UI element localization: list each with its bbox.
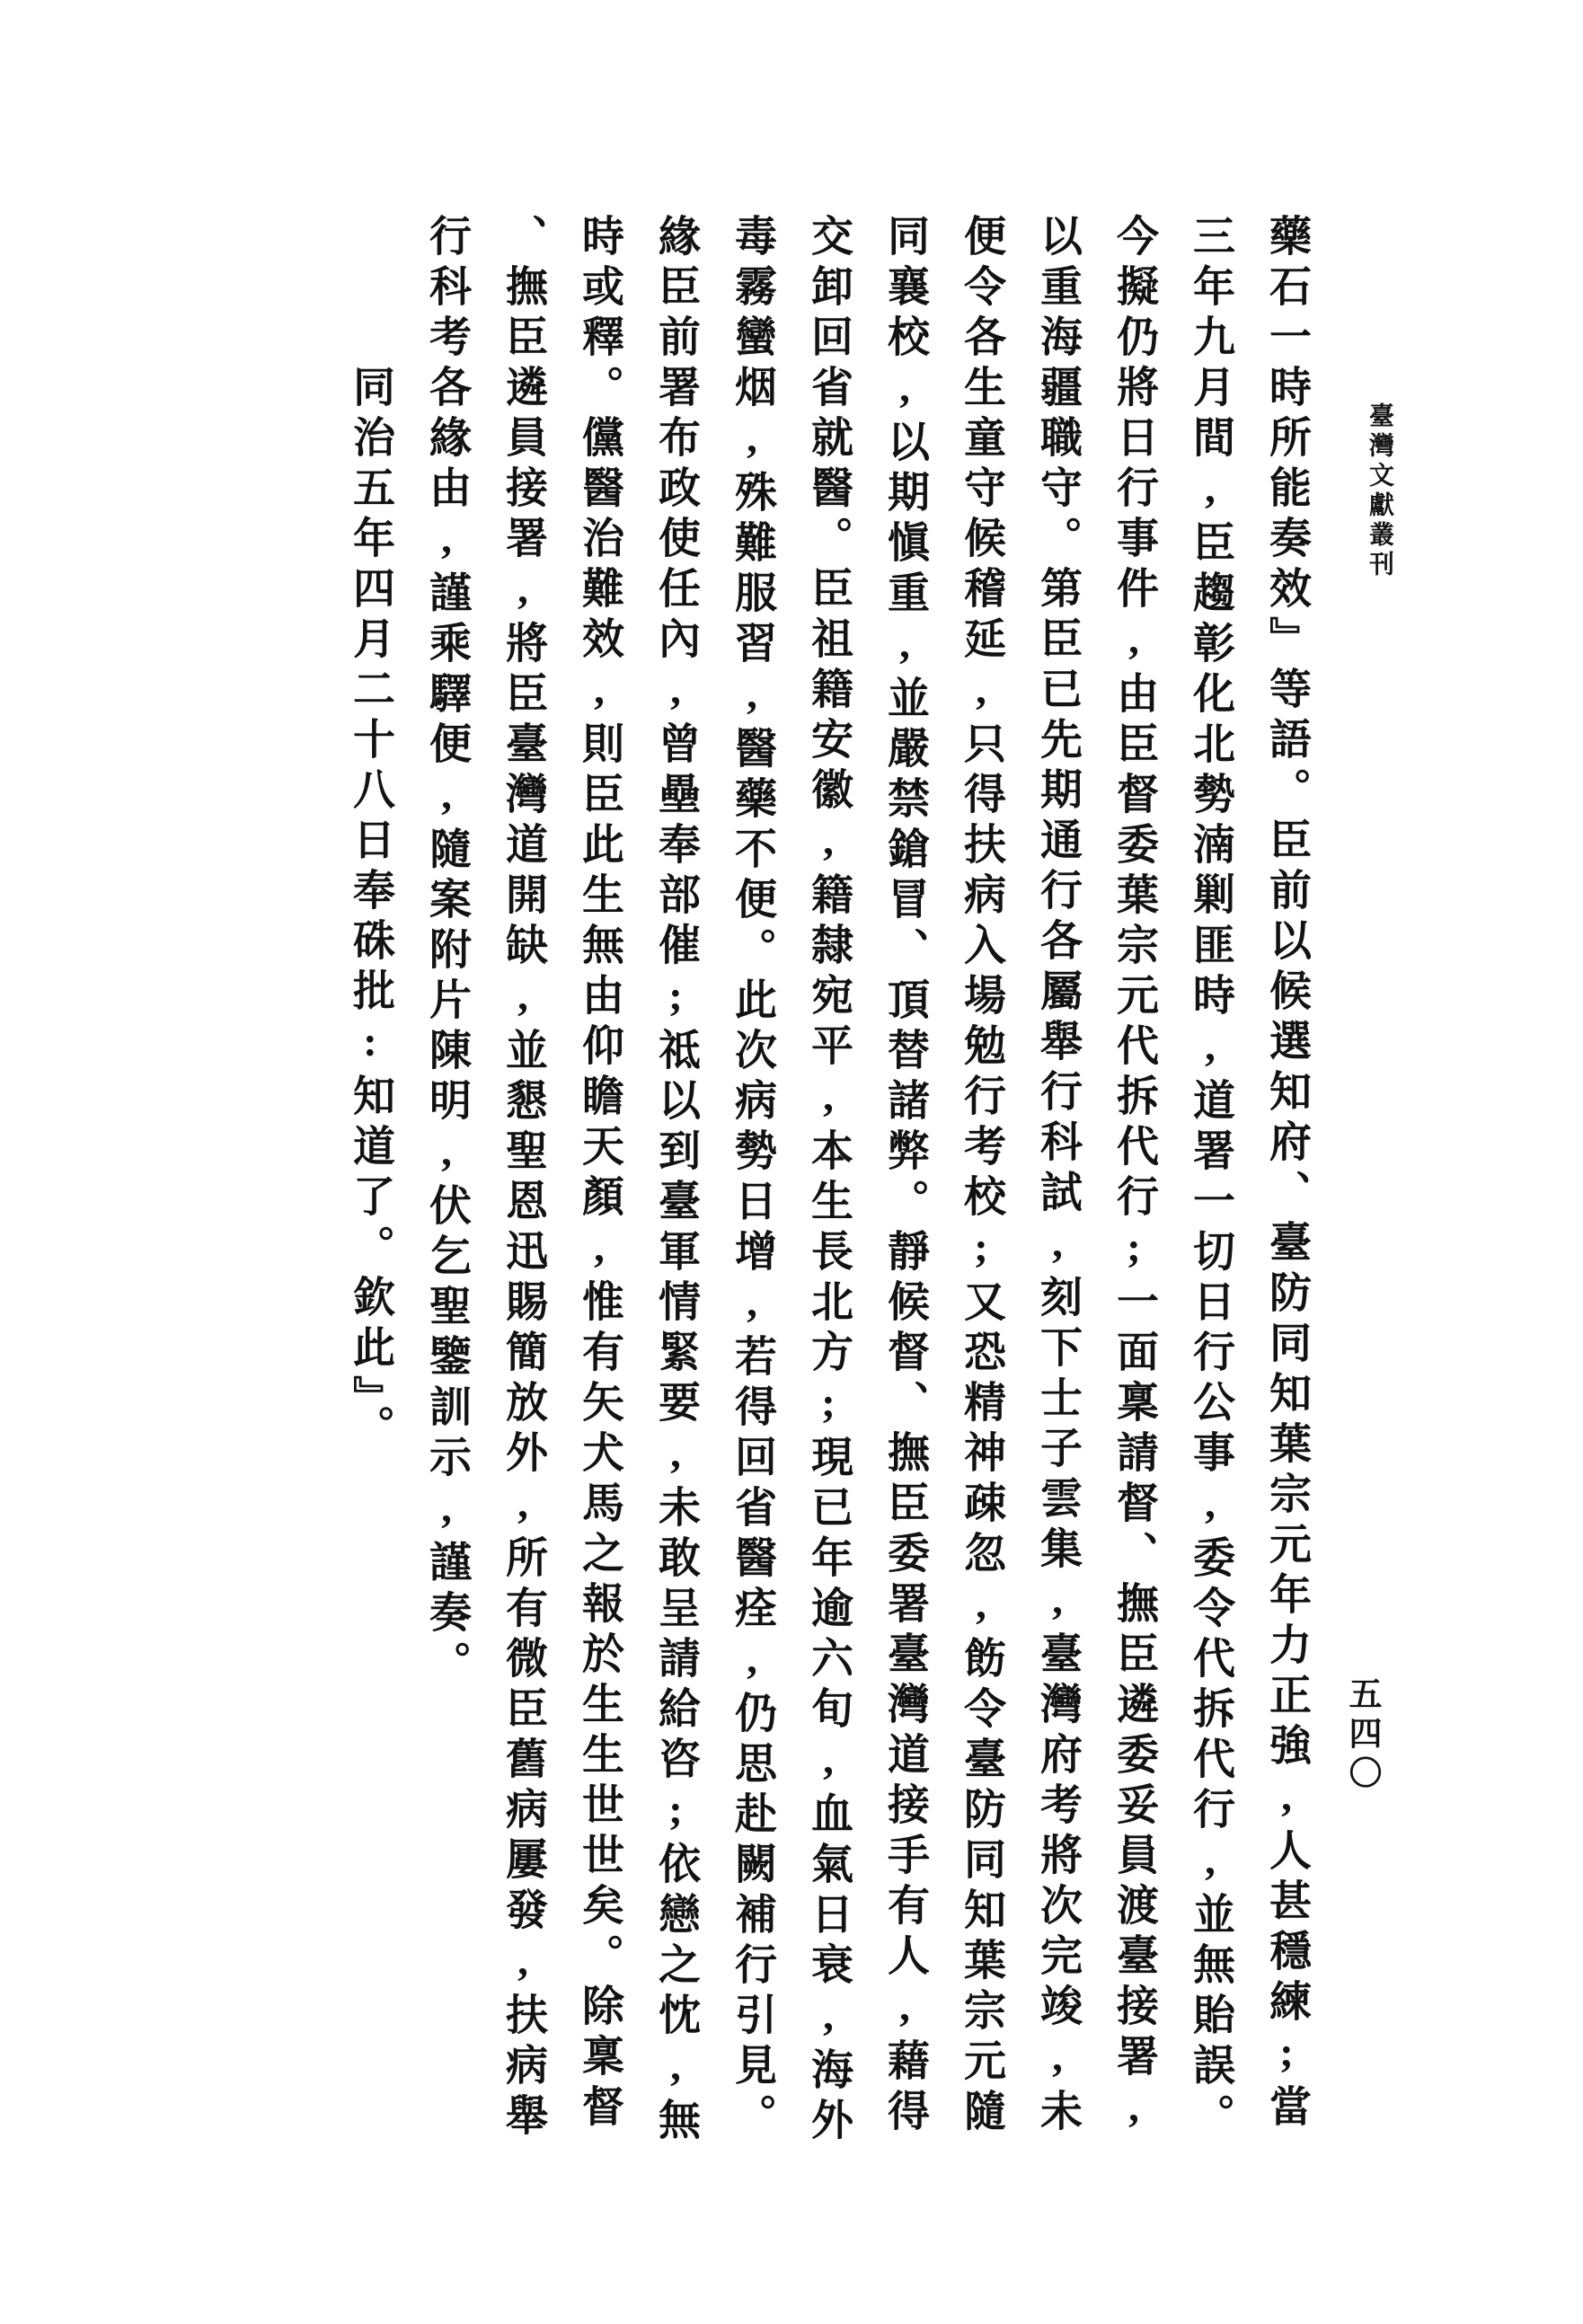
text-column-11: 、撫臣遴員接署,將臣臺灣道開缺,並懇聖恩迅賜簡放外,所有微臣舊病屢發,扶病舉 <box>500 214 546 2143</box>
text-column-5: 便令各生童守候稽延,只得扶病入場勉行考校;又恐精神疎忽,飭令臺防同知葉宗元隨 <box>958 214 1004 2139</box>
text-column-7: 交卸回省就醫。臣祖籍安徽,籍隸宛平,本生長北方;現已年逾六旬,血氣日衰,海外 <box>805 214 852 2148</box>
text-column-9: 緣臣前署布政使任內,曾壘奉部催;祗以到臺軍情緊要,未敢呈請給咨;依戀之忱,無 <box>652 214 699 2148</box>
text-column-12: 行科考各緣由,謹乘驛便,隨案附片陳明,伏乞聖鑒訓示,謹奏。 <box>423 214 470 1691</box>
text-column-1: 藥石一時所能奏效』等語。臣前以候選知府、臺防同知葉宗元年力正強,人甚穩練;當 <box>1263 214 1310 2134</box>
text-column-8: 毒霧蠻烟,殊難服習,醫藥不便。此次病勢日增,若得回省醫痊,仍思赴闕補行引見。 <box>729 214 775 2143</box>
text-column-4: 以重海疆職守。第臣已先期通行各屬舉行科試,刻下士子雲集,臺灣府考將次完竣,未 <box>1034 214 1081 2139</box>
page-number: 五四〇 <box>1343 1676 1380 1795</box>
text-column-date-rescript: 同治五年四月二十八日奉硃批:知道了。欽此』。 <box>347 365 394 1455</box>
text-column-6: 同襄校,以期愼重,並嚴禁鎗冒、頂替諸弊。靜候督、撫臣委署臺灣道接手有人,藉得 <box>881 214 928 2139</box>
running-title: 臺灣文獻叢刊 <box>1366 402 1393 580</box>
text-column-2: 三年九月間,臣趨彰化北勢湳剿匪時,道署一切日行公事,委令代拆代行,並無貽誤。 <box>1187 214 1234 2143</box>
text-column-10: 時或釋。儻醫治難效,則臣此生無由仰瞻天顏,惟有矢犬馬之報於生生世世矣。除稟督 <box>576 214 623 2134</box>
memorial-text-block <box>332 214 1324 2148</box>
text-column-3: 今擬仍將日行事件,由臣督委葉宗元代拆代行;一面稟請督、撫臣遴委妥員渡臺接署, <box>1110 214 1157 2139</box>
